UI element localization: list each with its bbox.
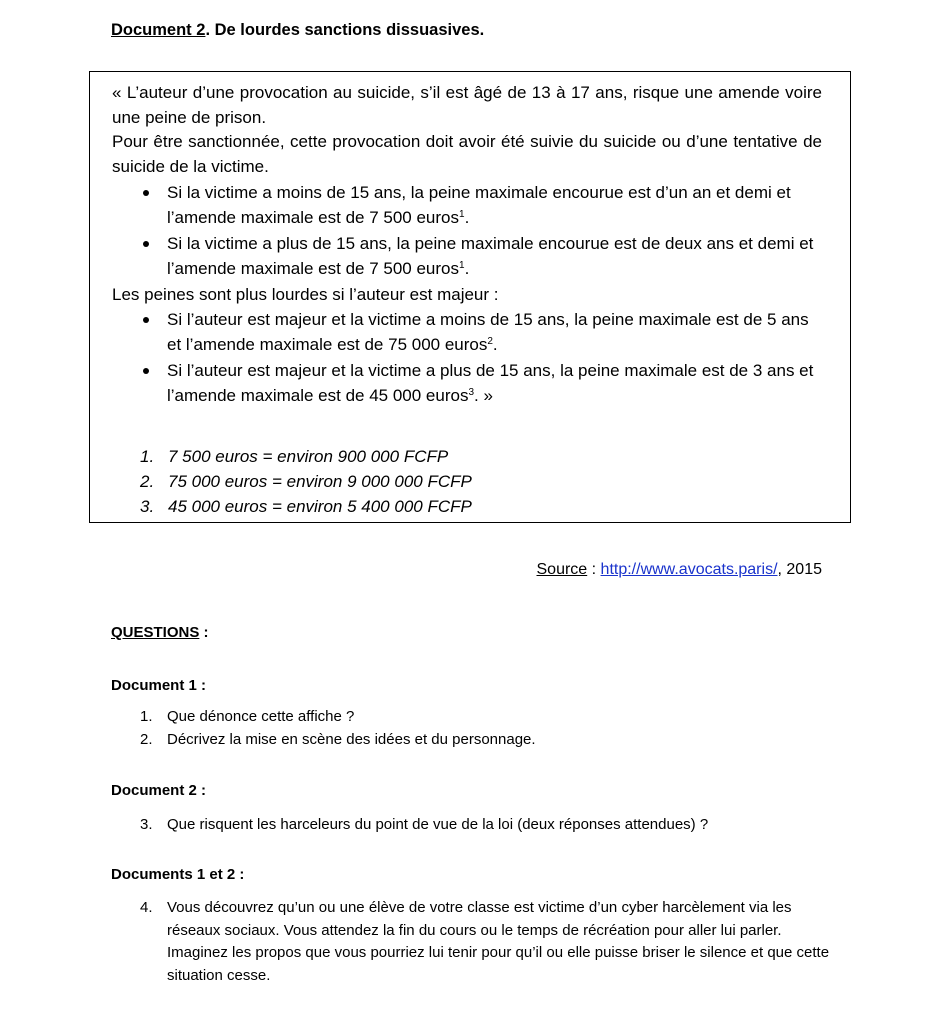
source-label: Source bbox=[536, 561, 588, 578]
bullet-text: Si la victime a plus de 15 ans, la peine maximale encourue est de deux ans et demi et l’amende maximale est de 7 500 euros bbox=[167, 234, 814, 278]
question-text: Que risquent les harceleurs du point de vue de la loi (deux réponses attendues) ? bbox=[167, 816, 709, 833]
source-link[interactable]: http://www.avocats.paris/ bbox=[600, 561, 778, 578]
footnote bbox=[140, 495, 472, 520]
document-title-label: Document 2 bbox=[111, 21, 206, 39]
bullet-text: Si l’auteur est majeur et la victime a moins de 15 ans, la peine maximale est de 5 ans et l’amende maximale est de 75 000 euros bbox=[167, 310, 809, 354]
footnote-text: 45 000 euros = environ 5 400 000 FCFP bbox=[168, 497, 472, 516]
penalty-bullet bbox=[167, 181, 821, 230]
section-heading-document-1: Document 1 : bbox=[111, 677, 207, 694]
bullet-dot bbox=[143, 368, 149, 374]
question-number: 1. bbox=[140, 708, 153, 725]
quote-intro-3: Les peines sont plus lourdes si l’auteur est majeur : bbox=[112, 285, 499, 304]
quote-intro-1: « L’auteur d’une provocation au suicide, s’il est âgé de 13 à 17 ans, risque une amende voire une peine de prison. bbox=[112, 83, 822, 127]
question-number: 2. bbox=[140, 731, 153, 748]
footnote-ref: 1 bbox=[459, 208, 465, 220]
quote-intro-2: Pour être sanctionnée, cette provocation doit avoir été suivie du suicide ou d’une tentative de suicide de la victime. bbox=[112, 132, 822, 176]
source-year: , 2015 bbox=[777, 561, 822, 578]
bullet-dot bbox=[143, 190, 149, 196]
question-text: Que dénonce cette affiche ? bbox=[167, 708, 355, 725]
source-separator: : bbox=[587, 561, 601, 578]
footnote-ref: 1 bbox=[459, 259, 465, 271]
question-item bbox=[140, 706, 830, 729]
question-number: 3. bbox=[140, 816, 153, 833]
bullet-end: . » bbox=[474, 385, 493, 405]
footnote-number: 3. bbox=[140, 497, 155, 516]
section-heading-documents-1-2: Documents 1 et 2 : bbox=[111, 866, 245, 883]
document-title-rest: . De lourdes sanctions dissuasives. bbox=[205, 21, 485, 39]
bullet-text: Si l’auteur est majeur et la victime a plus de 15 ans, la peine maximale est de 3 ans et l’amende maximale est de 45 000 euros bbox=[167, 361, 814, 405]
footnote bbox=[140, 445, 448, 470]
bullet-dot bbox=[143, 317, 149, 323]
questions-heading-label: QUESTIONS bbox=[111, 624, 200, 641]
bullet-end: . bbox=[492, 334, 498, 354]
question-item bbox=[140, 897, 830, 988]
bullet-end: . bbox=[464, 258, 470, 278]
question-text: Vous découvrez qu’un ou une élève de votre classe est victime d’un cyber harcèlement via les réseaux sociaux. Vous attendez la fin du cours ou le temps de récréation pour aller lui parler. bbox=[167, 899, 792, 939]
section-heading-document-2: Document 2 : bbox=[111, 782, 207, 799]
footnote-text: 75 000 euros = environ 9 000 000 FCFP bbox=[168, 472, 472, 491]
footnote-ref: 3 bbox=[468, 386, 475, 398]
question-number: 4. bbox=[140, 899, 153, 916]
bullet-text: Si la victime a moins de 15 ans, la peine maximale encourue est d’un an et demi et l’amende maximale est de 7 500 euros bbox=[167, 183, 791, 227]
question-text-continued: Imaginez les propos que vous pourriez lui tenir pour qu’il ou elle puisse briser le silence et que cette situation cesse. bbox=[167, 944, 830, 985]
penalty-bullet bbox=[167, 359, 821, 408]
question-item bbox=[140, 729, 830, 752]
bullet-dot bbox=[143, 241, 149, 247]
penalty-bullet bbox=[167, 308, 821, 357]
penalty-bullet bbox=[167, 232, 821, 281]
document-title bbox=[111, 21, 484, 40]
questions-heading-suffix: : bbox=[199, 624, 209, 641]
source-line bbox=[537, 561, 823, 579]
bullet-end: . bbox=[464, 207, 470, 227]
footnote bbox=[140, 470, 472, 495]
footnote-text: 7 500 euros = environ 900 000 FCFP bbox=[168, 447, 449, 466]
question-text: Décrivez la mise en scène des idées et du personnage. bbox=[167, 731, 536, 748]
footnote-ref: 2 bbox=[487, 335, 493, 347]
footnote-number: 1. bbox=[140, 447, 155, 466]
footnote-number: 2. bbox=[140, 472, 155, 491]
questions-heading bbox=[111, 624, 209, 641]
question-item bbox=[140, 814, 830, 837]
